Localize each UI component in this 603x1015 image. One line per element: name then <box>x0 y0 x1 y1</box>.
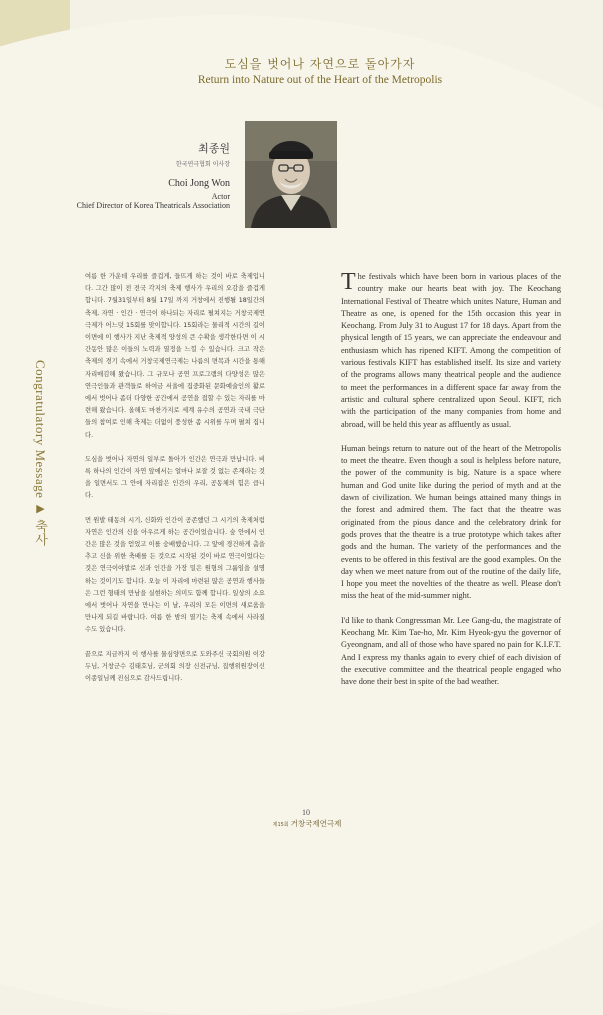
paragraph-en <box>341 271 561 431</box>
author-affiliation-en: Chief Director of Korea Theatricals Association <box>76 201 230 210</box>
author-role: Actor <box>211 192 230 201</box>
dropcap-letter: T <box>341 269 356 295</box>
logo-edition: 제15회 <box>272 821 289 828</box>
body-column-en <box>341 271 561 701</box>
page-title-en: Return into Nature out of the Heart of the Metropolis <box>197 74 443 86</box>
paragraph-ko: 여름 한 가운데 우리를 즐겁게, 들뜨게 하는 것이 바로 축제입니다. 그간 많이 전 전국 각지의 축제 행사가 우리의 오감을 즐겁게 합니다. 7월31일부터 8월 17일 까지 거창에서 진행될 18일간의 축제, 자연 · 인간 · 연극이 하나되는 자리로 펼쳐지는 거창국제연극제가 어느덧 15회를 맞이합니다. 15회라는 물리적 시간의 길이 이면에 이 행사가 지난 축제적 양성의 큰 수확을 생각한다면 이 시간동안 많은 이들의 노력과 열정을 느낄 수 있습니다. 크고 작은 축제의 경기 속에서 거창국제연극제는 나름의 면목과 시간을 통해 자리매김해 왔습니다. 그 규모나 공연 프로그램의 다양성은 많은 연극인들과 관객들로 하여금 서울에 집중화된 문화예술인의 활로에서 벗어나 좀더 다양한 공간에서 공연을 접할 수 있는 자리를 마련해 왔습니다. 올해도 마찬가지로 세계 유수의 공연과 국내 극단들의 참여로 인해 축제는 더없이 풍성한 좀 시위를 두며 펼쳐 집니다. <box>85 273 265 439</box>
page-number: 10 <box>302 808 310 817</box>
paragraph-en: Human beings return to nature out of the heart of the Metropolis to meet the theatre. Even though a soul is helpless before nature, the power of the community is big. Nature is a space where human and God unite like during the period of myth and at the dawn of civilization. We human beings attained many things in the forest and admired them. The fact that the theatre was originated from the pious dance and the celebratory drink for gods proves that the theatre is a true prototype which takes after gods and the human. The variety of the performances and the events to be offered in this festival are the good examples. On the day when we meet nature from out of the routine of the daily life, I hope you meet the novelties of the theatre as well. Please don't miss the heat of the mid-summer night. <box>341 443 561 601</box>
section-caption <box>26 360 50 580</box>
author-name-ko: 최종원 <box>198 142 230 155</box>
body-column-ko <box>85 271 265 697</box>
author-name-en: Choi Jong Won <box>168 178 230 189</box>
author-portrait <box>245 121 337 228</box>
section-caption-ko: 축사 <box>33 519 48 547</box>
paragraph-ko: 도심을 벗어나 자연의 일부로 돌아가 인간은 연극과 만납니다. 비록 하나의 인간이 자연 앞에서는 얼마나 보잘 것 없는 존재라는 것을 일면서도 그 안에 자리잡은 인간의 우리, 공동체의 힘은 큽니다. <box>85 455 265 500</box>
festival-logo <box>262 818 352 829</box>
paragraph-ko: 먼 원발 태동의 시기, 신화와 인간이 공존했던 그 시기의 축제처럼 자연은 인간의 신을 아우르게 하는 공간이었습니다. 숲 안에서 인간은 많은 것을 얻었고 이를 숭배했습니다. 그 앞에 경건하게 춤을 추고 신을 위한 축배를 든 것으로 시작된 것이 바로 연극이었다는 것은 연극이야말로 신과 인간을 가장 밀은 원형의 그룹임을 설명하는 것이기도 합니다. 오늘 이 자리에 마련된 많은 공연과 행사들은 그런 형태의 만남을 실현하는 의미도 함께 합니다. 일상의 소요에서 벗어나 자연을 만나는 이 날, 우리의 모든 이면의 새로움을 만나게 되길 바랍니다. 여름 한 밤의 열기는 축제 속에서 사라질 수도 있습니다. <box>85 516 265 634</box>
section-caption-en: Congratulatory Message <box>33 360 48 499</box>
page-title-ko: 도심을 벗어나 자연으로 돌아가자 <box>224 57 416 71</box>
portrait-illustration <box>245 121 337 228</box>
logo-text: 거창국제연극제 <box>290 819 342 828</box>
paragraph-en: I'd like to thank Congressman Mr. Lee Gang-du, the magistrate of Keochang Mr. Kim Tae-ho, Mr. Kim Hyeok-gyu the governor of Gyeongnam, and all of those who have spared no pain for K.I.F.T. And I express my thanks again to every chief of each division of the executive committee and the theatrical people engaged who have done their best in spite of the bad weather. <box>341 615 561 687</box>
paragraph-en-text: he festivals which have been born in various places of the country make our hearts beat with joy. The Keochang International Festival of Theatre which unites Nature, Human and Theatre as one, is opened for the 15th occasion this year in Keochang. From July 31 to August 17 for 18 days. Apart from the physical length of 15 years, we can appreciate the endeavour and enthusiasm which has ripened KIFT. Among the competition of various festivals KIFT has established itself. Its size and variety of the programs allows many theatrical people and the audience to meet the performances in a different space far away from the artistic and cultural sphere centralized upon Seoul. KIFT, rich with the participation of the many companies from home and abroad, will be held this year as affluently as usual. <box>341 272 561 429</box>
paragraph-ko: 끝으로 지금까지 이 행사를 물심양면으로 도와주신 국회의원 이강두님, 거창군수 김태호님, 군의회 의장 신전규님, 집행위원장이신 이종일님께 진심으로 감사드립니다. <box>85 650 265 683</box>
triangle-icon: ▶ <box>34 502 46 516</box>
author-affiliation-ko: 한국연극협회 이사장 <box>175 161 230 168</box>
